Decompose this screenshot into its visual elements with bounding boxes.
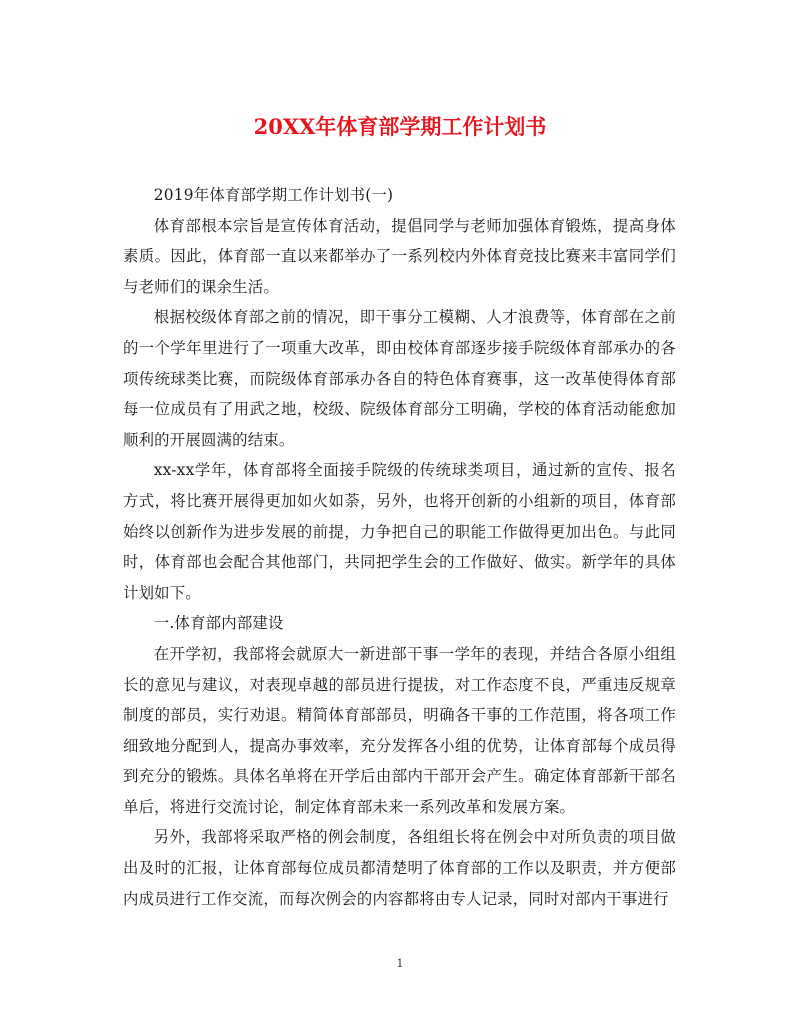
- document-body: [123, 180, 676, 914]
- section-heading-internal-building: 一.体育部内部建设: [153, 614, 284, 633]
- paragraph-meeting-system: 另外，我部将采取严格的例会制度，各组组长将在例会中对所负责的项目做出及时的汇报，让体育部每位成员都清楚明了体育部的工作以及职责，并方便部内成员进行工作交流，而每次例会的内容都将由专人记录，同时对部内干事进行: [123, 828, 676, 908]
- paragraph-plan-overview: xx-xx学年，体育部将全面接手院级的传统球类项目，通过新的宣传、报名方式，将比赛开展得更加如火如荼，另外，也将开创新的小组新的项目，体育部始终以创新作为进步发展的前提，力争把自己的职能工作做得更加出色。与此同时，体育部也会配合其他部门，共同把学生会的工作做好、做实。新学年的具体计划如下。: [123, 461, 676, 602]
- document-title: 20XX年体育部学期工作计划书: [253, 114, 547, 139]
- page-number: 1: [396, 957, 404, 970]
- paragraph-internal-building: 在开学初，我部将会就原大一新进部干事一学年的表现，并结合各原小组组长的意见与建议，对表现卓越的部员进行提拔，对工作态度不良，严重违反规章制度的部员，实行劝退。精简体育部部员，明确各干事的工作范围，将各项工作细致地分配到人，提高办事效率，充分发挥各小组的优势，让体育部每个成员得到充分的锻炼。具体名单将在开学后由部内干部开会产生。确定体育部新干部名单后，将进行交流讨论，制定体育部未来一系列改革和发展方案。: [123, 644, 676, 816]
- document-subtitle: 2019年体育部学期工作计划书(一): [153, 186, 394, 204]
- paragraph-reform: 根据校级体育部之前的情况，即干事分工模糊、人才浪费等，体育部在之前的一个学年里进行了一项重大改革，即由校体育部逐步接手院级体育部承办的各项传统球类比赛，而院级体育部承办各自的特色体育赛事，这一改革使得体育部每一位成员有了用武之地，校级、院级体育部分工明确，学校的体育活动能愈加顺利的开展圆满的结束。: [123, 308, 676, 449]
- paragraph-purpose: 体育部根本宗旨是宣传体育活动，提倡同学与老师加强体育锻炼，提高身体素质。因此，体育部一直以来都举办了一系列校内外体育竞技比赛来丰富同学们与老师们的课余生活。: [123, 216, 676, 296]
